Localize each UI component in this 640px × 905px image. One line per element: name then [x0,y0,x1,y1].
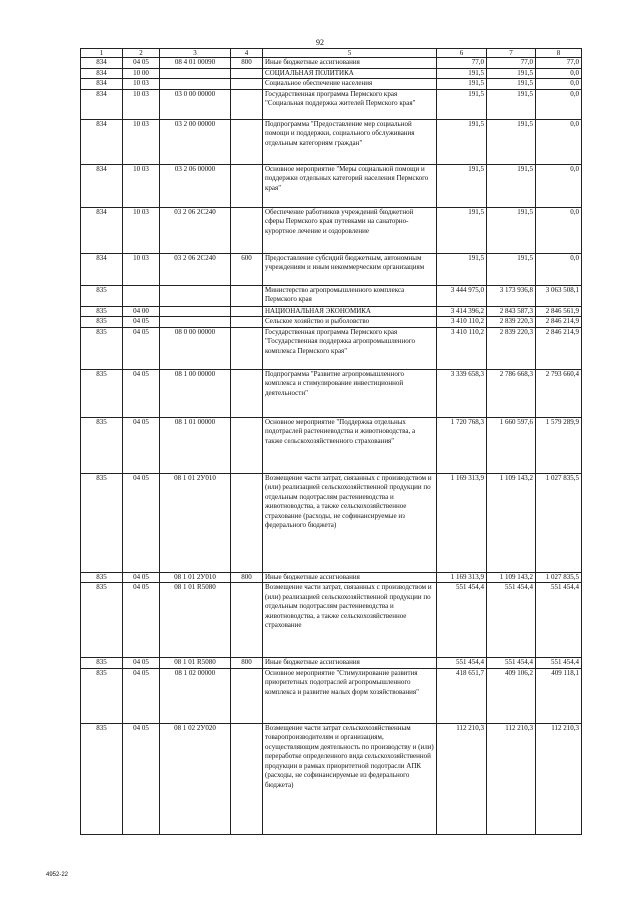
description-cell: Возмещение части затрат сельскохозяйственным товаропроизводителям и организациям, осуществляющим деятельность по производству и (или) переработке определенного вида сельскохозяйственной продукции в рамках приоритетной подотрасли АПК (расходы, не софинансируемые из федерального бюджета) [263,723,437,834]
description-cell: СОЦИАЛЬНАЯ ПОЛИТИКА [263,68,437,79]
expense-type-cell: 600 [231,253,263,285]
description-cell: Иные бюджетные ассигнования [263,658,437,669]
ministry-code-cell: 835 [81,658,123,669]
expense-type-cell [231,79,263,90]
section-code-cell: 10 03 [123,89,160,119]
ministry-code-cell: 834 [81,89,123,119]
footer-code: 4952-22 [46,872,69,878]
target-article-cell: 08 1 01 2У010 [160,473,231,572]
section-code-cell: 10 03 [123,164,160,207]
amount-year3-cell: 0,0 [536,68,582,79]
ministry-code-cell: 835 [81,473,123,572]
table-row [81,79,582,90]
target-article-cell: 08 0 00 00000 [160,327,231,369]
ministry-code-cell: 834 [81,164,123,207]
column-number: 1 [81,49,123,58]
section-code-cell: 10 03 [123,79,160,90]
description-cell: Обеспечение работников учреждений бюджетной сферы Пермского края путевками на санаторно-курортное лечение и оздоровление [263,207,437,253]
table-row [81,369,582,417]
amount-year1-cell: 191,5 [437,68,487,79]
description-cell: Подпрограмма "Предоставление мер социальной помощи и поддержки, социального обслуживания отдельным категориям граждан" [263,119,437,164]
ministry-code-cell: 834 [81,68,123,79]
expense-type-cell [231,327,263,369]
amount-year2-cell: 2 786 668,3 [487,369,536,417]
amount-year2-cell: 551 454,4 [487,658,536,669]
section-code-cell: 04 00 [123,306,160,317]
section-code-cell: 04 05 [123,572,160,583]
table-row [81,417,582,473]
ministry-code-cell: 834 [81,119,123,164]
amount-year2-cell: 551 454,4 [487,583,536,658]
ministry-code-cell: 835 [81,317,123,328]
amount-year2-cell: 1 109 143,2 [487,572,536,583]
expense-type-cell [231,417,263,473]
description-cell: Социальное обеспечение населения [263,79,437,90]
expense-type-cell: 800 [231,572,263,583]
amount-year1-cell: 551 454,4 [437,583,487,658]
budget-table [80,48,582,835]
amount-year2-cell: 191,5 [487,89,536,119]
column-number-row [81,49,582,58]
amount-year1-cell: 3 444 975,0 [437,285,487,306]
amount-year1-cell: 191,5 [437,79,487,90]
target-article-cell [160,285,231,306]
ministry-code-cell: 835 [81,583,123,658]
amount-year1-cell: 191,5 [437,89,487,119]
amount-year3-cell: 0,0 [536,207,582,253]
target-article-cell [160,306,231,317]
ministry-code-cell: 835 [81,723,123,834]
amount-year1-cell: 1 720 768,3 [437,417,487,473]
table-row [81,327,582,369]
ministry-code-cell: 835 [81,306,123,317]
target-article-cell: 03 2 06 00000 [160,164,231,207]
target-article-cell: 08 1 00 00000 [160,369,231,417]
amount-year3-cell: 1 027 835,5 [536,572,582,583]
amount-year3-cell: 112 210,3 [536,723,582,834]
amount-year3-cell: 0,0 [536,89,582,119]
amount-year3-cell: 0,0 [536,119,582,164]
ministry-code-cell: 835 [81,285,123,306]
amount-year3-cell: 409 118,1 [536,668,582,723]
section-code-cell: 04 05 [123,327,160,369]
section-code-cell: 04 05 [123,317,160,328]
section-code-cell: 10 03 [123,119,160,164]
amount-year3-cell: 551 454,4 [536,658,582,669]
target-article-cell: 08 1 01 00000 [160,417,231,473]
ministry-code-cell: 835 [81,369,123,417]
section-code-cell: 04 05 [123,473,160,572]
amount-year3-cell: 2 793 660,4 [536,369,582,417]
description-cell: Министерство агропромышленного комплекса Пермского края [263,285,437,306]
table-row [81,583,582,658]
description-cell: Предоставление субсидий бюджетным, автономным учреждениям и иным некоммерческим организациям [263,253,437,285]
description-cell: Подпрограмма "Развитие агропромышленного комплекса и стимулирование инвестиционной деятельности" [263,369,437,417]
description-cell: Сельское хозяйство и рыболовство [263,317,437,328]
amount-year2-cell: 191,5 [487,79,536,90]
target-article-cell: 03 2 06 2С240 [160,253,231,285]
amount-year1-cell: 418 651,7 [437,668,487,723]
amount-year3-cell: 2 846 214,9 [536,317,582,328]
table-row [81,668,582,723]
amount-year3-cell: 77,0 [536,58,582,69]
amount-year1-cell: 191,5 [437,207,487,253]
table-row [81,253,582,285]
amount-year1-cell: 3 410 110,2 [437,317,487,328]
amount-year1-cell: 551 454,4 [437,658,487,669]
column-number: 2 [123,49,160,58]
section-code-cell: 10 03 [123,207,160,253]
amount-year3-cell: 0,0 [536,253,582,285]
amount-year3-cell: 3 063 508,1 [536,285,582,306]
section-code-cell: 04 05 [123,668,160,723]
ministry-code-cell: 834 [81,253,123,285]
table-row [81,658,582,669]
table-row [81,317,582,328]
expense-type-cell [231,723,263,834]
description-cell: Основное мероприятие "Меры социальной помощи и поддержки отдельных категорий населения Пермского края" [263,164,437,207]
target-article-cell: 08 4 01 00090 [160,58,231,69]
section-code-cell: 04 05 [123,723,160,834]
amount-year2-cell: 2 843 587,3 [487,306,536,317]
amount-year2-cell: 191,5 [487,164,536,207]
target-article-cell [160,79,231,90]
expense-type-cell [231,583,263,658]
expense-type-cell [231,473,263,572]
table-row [81,207,582,253]
table-row [81,89,582,119]
target-article-cell: 08 1 02 00000 [160,668,231,723]
table-row [81,68,582,79]
expense-type-cell [231,89,263,119]
amount-year2-cell: 191,5 [487,68,536,79]
section-code-cell: 04 05 [123,658,160,669]
description-cell: Государственная программа Пермского края "Социальная поддержка жителей Пермского края" [263,89,437,119]
amount-year2-cell: 3 173 936,8 [487,285,536,306]
amount-year2-cell: 1 109 143,2 [487,473,536,572]
section-code-cell: 04 05 [123,58,160,69]
amount-year1-cell: 191,5 [437,119,487,164]
amount-year3-cell: 551 454,4 [536,583,582,658]
target-article-cell: 08 1 01 R5080 [160,583,231,658]
amount-year2-cell: 191,5 [487,253,536,285]
table-row [81,473,582,572]
target-article-cell: 08 1 01 2У010 [160,572,231,583]
description-cell: Государственная программа Пермского края "Государственная поддержка агропромышленного комплекса Пермского края" [263,327,437,369]
target-article-cell: 08 1 01 R5080 [160,658,231,669]
amount-year2-cell: 2 839 220,3 [487,317,536,328]
amount-year3-cell: 1 579 289,9 [536,417,582,473]
target-article-cell [160,68,231,79]
amount-year2-cell: 191,5 [487,119,536,164]
amount-year1-cell: 191,5 [437,164,487,207]
page-number: 92 [316,38,324,47]
amount-year3-cell: 2 846 561,9 [536,306,582,317]
ministry-code-cell: 835 [81,668,123,723]
column-number: 4 [231,49,263,58]
expense-type-cell [231,68,263,79]
description-cell: Основное мероприятие "Стимулирование развития приоритетных подотраслей агропромышленного комплекса и развитие малых форм хозяйствования" [263,668,437,723]
amount-year2-cell: 191,5 [487,207,536,253]
expense-type-cell [231,119,263,164]
expense-type-cell [231,306,263,317]
table-row [81,119,582,164]
amount-year3-cell: 0,0 [536,79,582,90]
section-code-cell: 10 03 [123,253,160,285]
description-cell: НАЦИОНАЛЬНАЯ ЭКОНОМИКА [263,306,437,317]
target-article-cell [160,317,231,328]
section-code-cell: 04 05 [123,417,160,473]
ministry-code-cell: 834 [81,207,123,253]
table-row [81,306,582,317]
ministry-code-cell: 835 [81,327,123,369]
amount-year1-cell: 3 410 110,2 [437,327,487,369]
expense-type-cell [231,317,263,328]
amount-year2-cell: 77,0 [487,58,536,69]
ministry-code-cell: 835 [81,572,123,583]
amount-year1-cell: 112 210,3 [437,723,487,834]
amount-year2-cell: 1 660 597,6 [487,417,536,473]
amount-year1-cell: 77,0 [437,58,487,69]
column-number: 5 [263,49,437,58]
amount-year1-cell: 191,5 [437,253,487,285]
amount-year1-cell: 3 414 396,2 [437,306,487,317]
table-row [81,572,582,583]
table-row [81,723,582,834]
description-cell: Иные бюджетные ассигнования [263,572,437,583]
section-code-cell: 10 00 [123,68,160,79]
description-cell: Иные бюджетные ассигнования [263,58,437,69]
expense-type-cell [231,369,263,417]
table-row [81,164,582,207]
amount-year1-cell: 1 169 313,9 [437,572,487,583]
amount-year1-cell: 1 169 313,9 [437,473,487,572]
amount-year3-cell: 2 846 214,9 [536,327,582,369]
column-number: 3 [160,49,231,58]
ministry-code-cell: 834 [81,79,123,90]
description-cell: Возмещение части затрат, связанных с производством и (или) реализацией сельскохозяйственной продукции по отдельным подотраслям растениеводства и животноводства, а также сельскохозяйственное страхование (расходы, не софинансируемые из федерального бюджета) [263,473,437,572]
target-article-cell: 03 0 00 00000 [160,89,231,119]
column-number: 7 [487,49,536,58]
expense-type-cell [231,285,263,306]
amount-year2-cell: 409 106,2 [487,668,536,723]
amount-year2-cell: 112 210,3 [487,723,536,834]
table-row [81,58,582,69]
expense-type-cell [231,207,263,253]
expense-type-cell: 800 [231,58,263,69]
target-article-cell: 03 2 06 2С240 [160,207,231,253]
section-code-cell [123,285,160,306]
expense-type-cell: 800 [231,658,263,669]
expense-type-cell [231,668,263,723]
expense-type-cell [231,164,263,207]
amount-year3-cell: 1 027 835,5 [536,473,582,572]
section-code-cell: 04 05 [123,369,160,417]
target-article-cell: 08 1 02 2У020 [160,723,231,834]
amount-year3-cell: 0,0 [536,164,582,207]
ministry-code-cell: 834 [81,58,123,69]
amount-year2-cell: 2 839 220,3 [487,327,536,369]
description-cell: Основное мероприятие "Поддержка отдельных подотраслей растениеводства и животноводства, а также сельскохозяйственного страхования" [263,417,437,473]
target-article-cell: 03 2 00 00000 [160,119,231,164]
amount-year1-cell: 3 339 658,3 [437,369,487,417]
table-row [81,285,582,306]
description-cell: Возмещение части затрат, связанных с производством и (или) реализацией сельскохозяйственной продукции по отдельным подотраслям растениеводства и животноводства, а также сельскохозяйственное страхование [263,583,437,658]
section-code-cell: 04 05 [123,583,160,658]
column-number: 6 [437,49,487,58]
column-number: 8 [536,49,582,58]
ministry-code-cell: 835 [81,417,123,473]
